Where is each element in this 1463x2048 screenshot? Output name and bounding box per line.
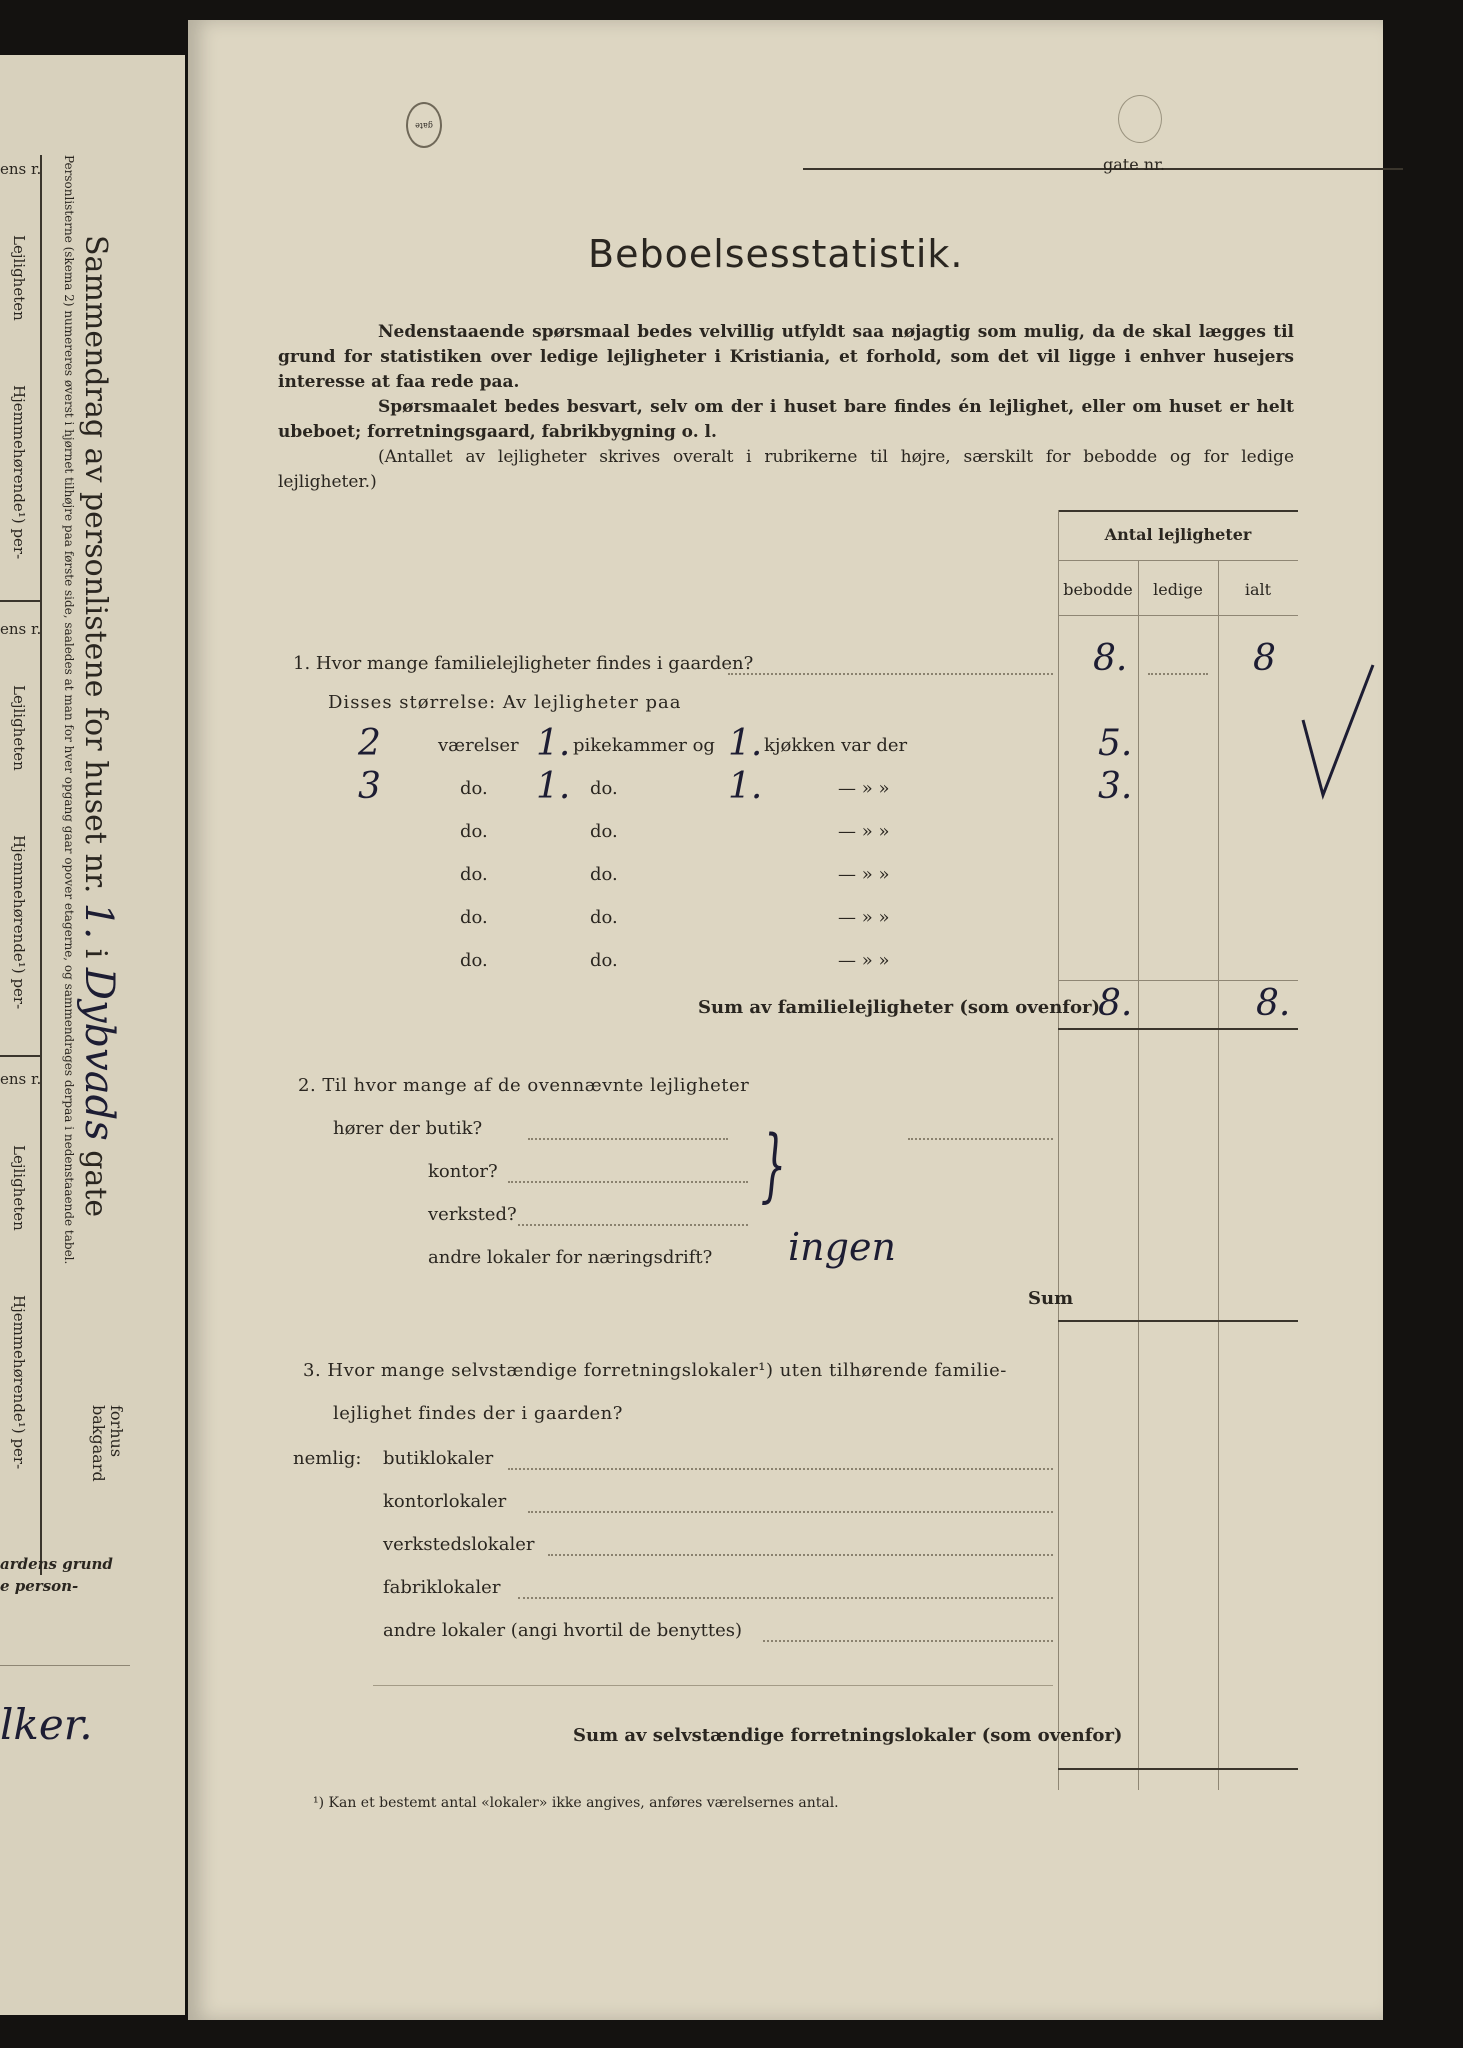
- row-kjok-label: — » »: [838, 778, 890, 799]
- page-title: Beboelsesstatistik.: [588, 232, 964, 276]
- stamp-seal: gate: [406, 102, 442, 148]
- main-page: [188, 20, 1383, 2020]
- left-divider: [0, 600, 40, 602]
- q3-item-verkstedslokaler: verkstedslokaler: [383, 1534, 535, 1555]
- q3-item-fabriklokaler: fabriklokaler: [383, 1577, 501, 1598]
- col-line: [1218, 560, 1219, 1790]
- house-number-handwritten: 1.: [77, 902, 121, 940]
- row-bebodde-value: 3.: [1098, 766, 1133, 807]
- row-kjok-value: 1.: [728, 723, 763, 764]
- row-pike-label: do.: [590, 778, 618, 799]
- gate-nr-label: gate nr.: [1103, 155, 1166, 174]
- q3-nemlig: nemlig:: [293, 1448, 362, 1469]
- row-vaer-label: do.: [460, 778, 488, 799]
- intro-paragraph-3: (Antallet av lejligheter skrives overalt i rubrikerne til højre, særskilt for bebodde og for ledige lejligheter.): [278, 447, 1294, 492]
- q2-item-andre: andre lokaler for næringsdrift?: [428, 1247, 713, 1268]
- row-vaer-label: do.: [460, 907, 488, 928]
- col-line: [1058, 510, 1059, 1790]
- street-name-handwritten: Dybvads: [76, 967, 122, 1141]
- q1-ialt-value: 8: [1253, 638, 1276, 679]
- leader-dots: [518, 1597, 1053, 1599]
- leader-dots: [728, 673, 1053, 675]
- q3-separator: [373, 1685, 1053, 1686]
- row-vaer-value: 2: [358, 723, 381, 764]
- row-vaer-label: værelser: [438, 735, 519, 756]
- col-head-a: ens r.: [0, 160, 42, 178]
- q1-bebodde-value: 8.: [1093, 638, 1128, 679]
- row-kjok-label: — » »: [838, 864, 890, 885]
- q3-label-1: 3. Hvor mange selvstændige forretningslokaler¹) uten tilhørende familie-: [303, 1360, 1007, 1381]
- row-pike-value: 1.: [536, 766, 571, 807]
- row-vaer-label: do.: [460, 950, 488, 971]
- table-header-bottom: [1058, 615, 1298, 616]
- intro-block: [278, 320, 1294, 495]
- row-vaer-label: do.: [460, 821, 488, 842]
- row-kjok-label: — » »: [838, 821, 890, 842]
- q2-answer-handwritten: ingen: [788, 1225, 896, 1269]
- row-pike-label: do.: [590, 907, 618, 928]
- forhus-label: forhus: [107, 1405, 126, 1458]
- q2-label: 2. Til hvor mange af de ovennævnte lejligheter: [298, 1075, 750, 1096]
- row-kjok-value: 1.: [728, 766, 763, 807]
- row-vaer-label: do.: [460, 864, 488, 885]
- q1-sum-label: Sum av familielejligheter (som ovenfor): [698, 997, 1101, 1018]
- left-footer-2: e person-: [0, 1577, 79, 1595]
- col-hjemme-3: Hjemmehørende¹) per-: [10, 1295, 28, 1470]
- intro-paragraph-1: Nedenstaaende spørsmaal bedes velvillig utfyldt saa nøjagtig som mulig, da de skal lægges til grund for statistiken over ledige lejligheter i Kristiania, et forhold, som det vil ligge i enhver husejers interesse at faa rede paa.: [278, 322, 1294, 392]
- row-pike-label: pikekammer og: [573, 735, 715, 756]
- row-pike-label: do.: [590, 864, 618, 885]
- row-pike-label: do.: [590, 821, 618, 842]
- q2-item-verksted: verksted?: [428, 1204, 517, 1225]
- q1-sum-ialt: 8.: [1256, 983, 1291, 1024]
- left-page-instruction: Personlisterne (skema 2) numereres øverst i hjørnet tilhøjre paa første side, saaledes at man for hver opgang gaar opover etagerne, og sammendrages derpaa i nedenstaaende tabel.: [62, 155, 76, 1265]
- brace-mark: }: [760, 1118, 787, 1211]
- col-lejligheten-2: Lejligheten: [10, 685, 28, 771]
- leader-dots: [528, 1511, 1053, 1513]
- table-top-rule: [1058, 510, 1298, 512]
- q1-sum-bottom-rule: [1058, 1028, 1298, 1030]
- left-handwritten-fragment: lker.: [0, 1700, 93, 1749]
- col-hjemme-2: Hjemmehørende¹) per-: [10, 835, 28, 1010]
- row-pike-value: 1.: [536, 723, 571, 764]
- col-ledige: ledige: [1153, 580, 1203, 599]
- col-head-b: ens r.: [0, 620, 42, 638]
- leader-dots: [908, 1138, 1053, 1140]
- row-vaer-value: 3: [358, 766, 381, 807]
- col-lejligheten-1: Lejligheten: [10, 235, 28, 321]
- q1-sum-bebodde: 8.: [1098, 983, 1133, 1024]
- row-bebodde-value: 5.: [1098, 723, 1133, 764]
- row-kjok-label: — » »: [838, 907, 890, 928]
- col-hjemme-1: Hjemmehørende¹) per-: [10, 385, 28, 560]
- q2-item-butik: hører der butik?: [333, 1118, 483, 1139]
- col-ialt: ialt: [1244, 580, 1272, 599]
- row-kjok-label: — » »: [838, 950, 890, 971]
- table-group-rule: [1058, 560, 1298, 561]
- q2-item-kontor: kontor?: [428, 1161, 498, 1182]
- punch-hole: [1118, 95, 1162, 143]
- q2-sum-label: Sum: [1028, 1288, 1074, 1309]
- intro-paragraph-2: Spørsmaalet bedes besvart, selv om der i huset bare findes én lejlighet, eller om huset er helt ubeboet; forretningsgaard, fabrikbygning o. l.: [278, 397, 1294, 442]
- q1-sizes-label: Disses størrelse: Av lejligheter paa: [328, 692, 682, 713]
- left-footer-1: ardens grund: [0, 1555, 113, 1573]
- q1-label: 1. Hvor mange familielejligheter findes i gaarden?: [293, 653, 754, 674]
- q3-item-butiklokaler: butiklokaler: [383, 1448, 494, 1469]
- q3-label-2: lejlighet findes der i gaarden?: [333, 1403, 623, 1424]
- leader-dots: [528, 1138, 728, 1140]
- col-bebodde: bebodde: [1063, 580, 1133, 599]
- leader-dots: [548, 1554, 1053, 1556]
- bakgaard-label: bakgaard: [89, 1405, 108, 1482]
- left-rule: [0, 1665, 130, 1666]
- q3-item-kontorlokaler: kontorlokaler: [383, 1491, 507, 1512]
- col-head-c: ens r.: [0, 1070, 42, 1088]
- q3-item-andre: andre lokaler (angi hvortil de benyttes): [383, 1620, 743, 1641]
- row-kjok-label: kjøkken var der: [764, 735, 908, 756]
- check-mark: [1298, 660, 1378, 800]
- leader-dots: [518, 1224, 748, 1226]
- leader-dots: [1148, 673, 1208, 675]
- q2-sum-rule: [1058, 1320, 1298, 1322]
- q3-sum-label: Sum av selvstændige forretningslokaler (som ovenfor): [573, 1725, 1123, 1746]
- col-lejligheten-3: Lejligheten: [10, 1145, 28, 1231]
- left-page-title: Sammendrag av personlistene for huset nr. 1. i Dybvads gate: [76, 235, 122, 1218]
- col-line: [1138, 560, 1139, 1790]
- table-group-header: Antal lejligheter: [1104, 525, 1252, 544]
- leader-dots: [508, 1468, 1053, 1470]
- sum-top-rule: [1058, 980, 1298, 981]
- footnote: ¹) Kan et bestemt antal «lokaler» ikke angives, anføres værelsernes antal.: [313, 1795, 839, 1811]
- row-pike-label: do.: [590, 950, 618, 971]
- leader-dots: [508, 1181, 748, 1183]
- left-page: [0, 55, 185, 2015]
- q3-sum-rule: [1058, 1768, 1298, 1770]
- left-border-line: [40, 155, 42, 1575]
- left-divider: [0, 1055, 40, 1057]
- leader-dots: [763, 1640, 1053, 1642]
